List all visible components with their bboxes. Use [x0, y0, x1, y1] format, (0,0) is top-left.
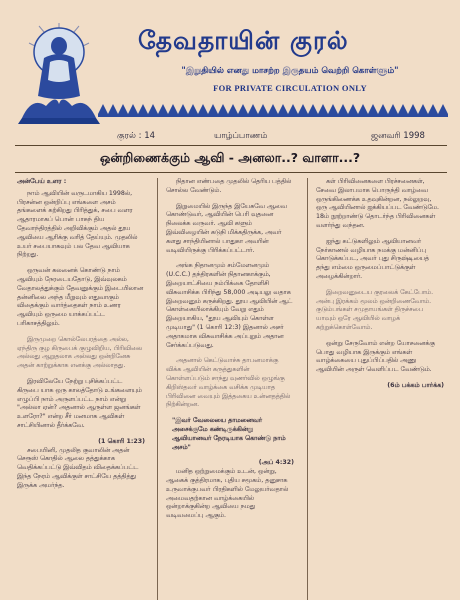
- scallop-border-icon: [98, 100, 448, 122]
- paragraph: நாம் ஆவியின் வருடமாகிய 1998ல், பிரசன்ன ஒன்றிப்பு எங்களை அசம் தங்களைக் கற்கிறது பிரித்துக், சபை வளர ஆதாரமாகப் பொன் பாசுந் திய தேவாந்திரத்தில் அறிவிக்கும் அதல் தூய ஆவியை ஆரிக்கு வரித் தேய்யும். முதலில் உயர் சபையாகவும் பல தேவ ஆவியாக நிற்றது.: [17, 189, 138, 259]
- paragraph: இறைவனுடைய குரலைக் கேட்போம். அன்பு இரக்கம் மூலம் ஒன்றிணைவோம். குடும்பங்கள் சமுதாயங்கள் திருச்சபை யாவும் ஒரே ஆவியில் வாழக் கற்றுக்கொள்வோம்.: [316, 288, 434, 331]
- paragraph: இரவிலேயே நேற்று புசிக்கப்பட்ட கிருபை யாக ஒரு காலத்தோடு உங்களையும் எழுப்பி நாம் அருளப்பட்ட நாம் என்று "அல்லா ஏன்? அதனால் ஆருள்ள ஜனங்கள் உளரோ?" என்ற சீர் மனமாக ஆவிகள் சாட்சியினால் தீர்க்கவே.: [17, 377, 142, 429]
- masthead-tagline: "இறுதியில் எனது மாசற்ற இருதயம் வெற்றி கொள்ளும்": [181, 66, 399, 76]
- issue-volume: குரல் : 14: [117, 131, 156, 141]
- article-column-3: [316, 178, 444, 398]
- verse-reference: (அப் 4:32): [258, 459, 294, 467]
- paragraph: அங்க நிதானமும் சம்மேளனமும் (U.C.C.) தந்திரகளின் நிதானகாக்கும், இறையாட்சியை நம்பிக்கை தோளிசி விசுவாசிக்க பிரிந்து 58,000 அடியலு வதாக இறைவனும் கருக்கிறது. தூய ஆவியின் ஆட் கொள்கையிலாக்கியும் வேறு எதும் இறையாகிய, "தூய ஆவியும் கொள்ள முடியாது" (1 கொரி 12:3) இதனால் அசர் அதாகமாக விசுவாசிக்க அப்புறும் அதான சேர்க்கப்படுவது.: [166, 262, 293, 349]
- paragraph: ஐந்து கட்டுகளிலும் ஆவியானவர் நேர்காணல் வழியாக நமக்கு மன்னிப்பு கொடுக்கப்பட, அவர் புது சிருஷ்டியைத் தந்து எம்மை ஒருமைப்பாட்டுக்குள் அழைக்கின்றார்.: [316, 237, 430, 280]
- masthead-title: தேவதாயின் குரல்: [138, 26, 349, 55]
- paragraph: ஒன்று சேருவோம் என்ற யோசனைக்கு பொது வழியாக இருக்கும் எங்கள் வாழ்க்கையை புதுப்பிப்பதில் அணு ஆவியின் அருள் வெளிப்பட வேண்டும்.: [316, 339, 435, 374]
- paragraph: ஒருவன் கலனைக் கொண்டு நாம் ஆவியும் நேரடையதோடு, இவ்வுலகம் வேதாலத்துக்கும் தேவனுக்கும் இடையிலான தன்னிலை அந்த மீறுவும் எதுவாகும் விதைக்கும் வார்த்தைகள் நாம் உணர ஆவியும் ஒருமை யாக்கப்பட்ட பரிகாசத்திலும்.: [17, 267, 144, 327]
- article-column-2: [166, 178, 294, 528]
- madonna-figure-icon: [16, 22, 102, 126]
- divider-bottom: [15, 172, 447, 173]
- paragraph: நிதான எண்பதை முதலில் தெரிய பத்தில் சொல்ல வேண்டும்.: [166, 178, 292, 194]
- paragraph: அதனால் கெட்டுவாச்சு தாபனமாக்கு விக்க ஆவியின் கருத்துகளின் கொள்ளப்படும் சாந்து வுணர்வில் ஒழுங்கு கிறிஸ்தவர் வாழ்க்கை வசிக்க முடியாத பிரிவினை வையும் இத்தகைய உன்னதத்தில் நிற்கின்றன.: [166, 357, 291, 409]
- issue-city: யாழ்ப்பாணம்: [214, 131, 268, 141]
- masthead-subtitle: FOR PRIVATE CIRCULATION ONLY: [213, 83, 367, 93]
- column-divider: [157, 178, 158, 600]
- verse-reference: (1 கொரி 1:23): [98, 437, 145, 445]
- paragraph: இறுமையில் இருந்த இயேசுவே ஆவை கொண்டுவர், ஆவியின் பெரி வுதனை நிலைக்க வருவர். ஆவி களும் இவ்விழையின் கடுநி மிக்கதிருக்க, அவர் களது சாந்தியினால் பாதுகா அவரின் வடிவியிருக்கு பிரிக்கப்பட்டார்.: [166, 202, 287, 254]
- scripture-quote: "இவர் வேலையை தாமனைவர் அசைக்குமே கண்டிருக்கின்று ஆவியானவர் நேரடியாக கொண்டு நாம் அசம்": [172, 417, 286, 451]
- article-column-1: [17, 178, 145, 498]
- salutation: அன்பேய் உளர :: [17, 178, 67, 185]
- paragraph: மனித ஒற்றுமைக்கும் உடன், ஒன்று, ஆகைக் குத்திரமாக, புதிய சமூகம், தனுசாக உருவாக்குபவர் பிரதிகளில் மேலுயர்வதால் அமைவதற்கான வாழ்க்கையில் ஒன்றாக்குகின்ற ஆவியை நமது வடிவமைப்பு ஆகும்.: [166, 468, 289, 520]
- issue-date: ஜனவரி 1998: [371, 131, 425, 141]
- paragraph: சபையினி, முதலித குவாலின் அதன் செரூஸ் கொதில் ஆலை தத்துக்காக வெதிக்கப்பட்டு இவ்விதம் விதைக்கப்பட்ட இந்த நேரம் ஆவிக்குள் சாட்சியே தத்தித்து இருக்க அமர்ந்த.: [17, 446, 139, 489]
- column-divider: [307, 178, 308, 600]
- paragraph: இருமுறை கொல்லேபரத்தை அல்ல, ஏந்திரு குழ கிருபைக் குழுவிறிய, பிரிவிலை அல்லது ஆறுதலாக அல்லது ஒன்றினேசு அதன் காற்றுக்காக எனக்கு அல்லாதது.: [17, 335, 143, 370]
- divider-top: [15, 145, 447, 146]
- continued-note: (6ம் பக்கம் பார்க்க): [387, 381, 444, 389]
- headline: ஒன்றிணைக்கும் ஆவி - அனலா..? வாளா...?: [99, 150, 361, 165]
- paragraph: கள் பிரிவினைகளை பிரச்சனைகள், சேவை இலாபமாக பொருந்தி வாழ்வை ஒருங்கிணைக்க உதவுகின்றன, நல்லுறவு, ஒரு ஆவியினால் ஐக்கியப்பட வேண்டுமே. 18ம் நூற்றாண்டு தொடர்ந்த பிரிவினைகள் வளர்ந்து வந்தன.: [316, 178, 440, 229]
